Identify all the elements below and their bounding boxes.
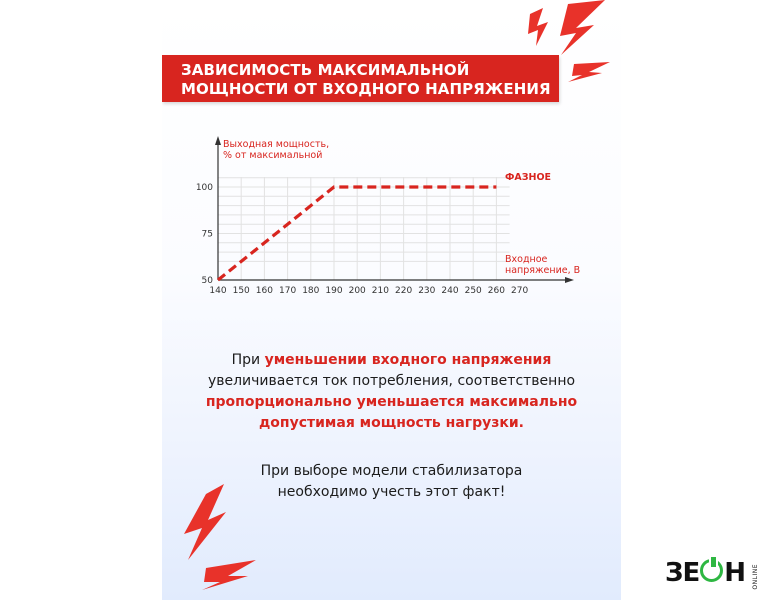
description-highlight: уменьшении входного напряжения [264, 352, 552, 368]
x-axis-label-line-2: напряжение, В [505, 265, 581, 276]
power-icon [700, 559, 723, 582]
x-tick-labels [209, 286, 528, 296]
x-tick-label: 260 [487, 286, 505, 296]
x-tick-label: 160 [255, 286, 273, 296]
advice-line-1: При выборе модели стабилизатора [260, 463, 523, 479]
y-tick-labels [196, 183, 213, 286]
x-axis-label-line-1: Входное [505, 254, 548, 265]
y-tick-label: 50 [201, 276, 213, 286]
infographic-panel [162, 0, 621, 600]
x-tick-label: 170 [279, 286, 297, 296]
description-paragraph [162, 350, 621, 434]
title-line-2: МОЩНОСТИ ОТ ВХОДНОГО НАПРЯЖЕНИЯ [181, 80, 551, 98]
x-tick-label: 180 [302, 286, 320, 296]
x-tick-label: 150 [232, 286, 250, 296]
x-tick-label: 140 [209, 286, 227, 296]
advice-line-2: необходимо учесть этот факт! [277, 484, 506, 500]
advice-paragraph [162, 461, 621, 503]
title-line-1: ЗАВИСИМОСТЬ МАКСИМАЛЬНОЙ [181, 61, 470, 79]
x-tick-label: 270 [511, 286, 529, 296]
brand-logo [665, 558, 745, 588]
description-line-4: допустимая мощность нагрузки. [258, 415, 524, 431]
x-tick-label: 220 [395, 286, 413, 296]
x-tick-label: 200 [348, 286, 366, 296]
y-axis-label-line-2: % от максимальной [223, 150, 323, 161]
x-tick-label: 250 [464, 286, 482, 296]
x-tick-label: 190 [325, 286, 343, 296]
description-line-3: пропорционально уменьшается максимально [205, 394, 578, 410]
logo-text-part-2: Н [724, 558, 745, 588]
y-tick-label: 100 [195, 183, 213, 193]
description-line-1 [162, 350, 621, 371]
x-axis-arrow-icon [565, 277, 574, 283]
logo-text-part-1: ЗЕ [665, 558, 700, 588]
y-axis-arrow-icon [215, 136, 221, 145]
series-label-phase: ФАЗНОЕ [505, 172, 552, 183]
logo-subtitle: ONLINE [752, 564, 759, 590]
description-line-2: увеличивается ток потребления, соответственно [207, 373, 576, 389]
x-tick-label: 230 [418, 286, 436, 296]
y-axis-label-line-1: Выходная мощность, [223, 139, 330, 150]
chart-grid [218, 177, 510, 280]
y-tick-label: 75 [201, 229, 213, 240]
x-tick-label: 210 [371, 286, 389, 296]
power-voltage-chart [162, 0, 621, 330]
description-text: При [231, 352, 265, 368]
x-tick-label: 240 [441, 286, 459, 296]
